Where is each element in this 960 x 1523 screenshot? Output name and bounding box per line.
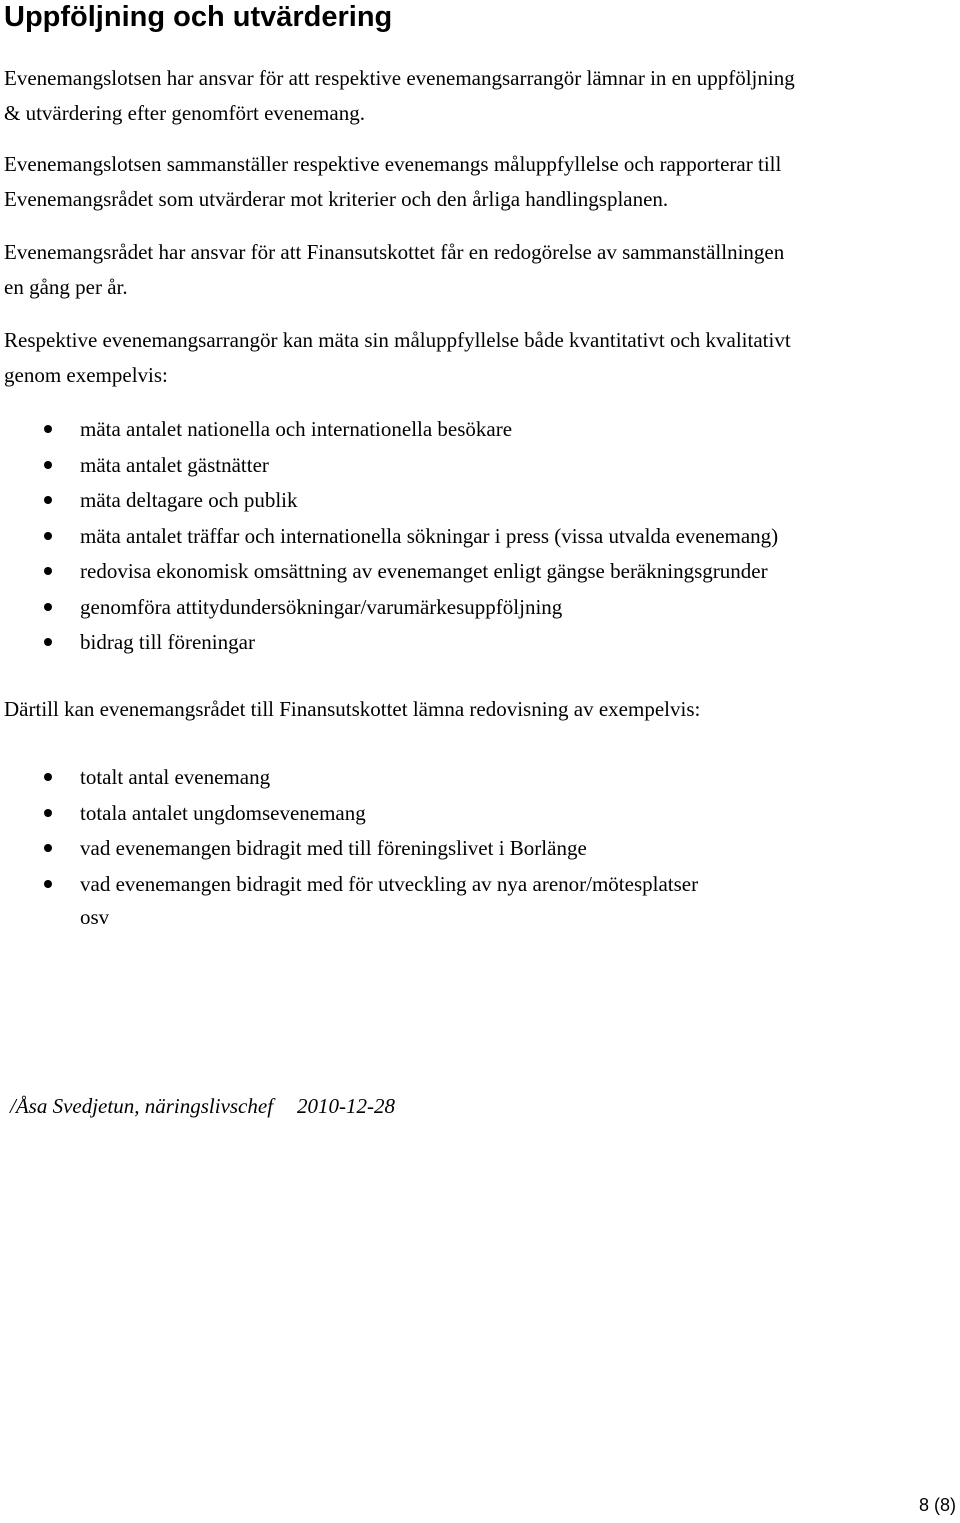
bullet-icon — [44, 496, 52, 504]
list-continuation-text: osv — [80, 905, 110, 929]
bullet-icon — [44, 425, 52, 433]
paragraph-line: Respektive evenemangsarrangör kan mäta sin måluppfyllelse både kvantitativt och kvalitativt — [4, 328, 791, 352]
bullet-icon — [44, 773, 52, 781]
paragraph-line: Evenemangslotsen har ansvar för att respektive evenemangsarrangör lämnar in en uppföljning — [4, 66, 795, 90]
paragraph-council-responsibility — [4, 235, 956, 305]
paragraph-line: Evenemangslotsen sammanställer respektive evenemangs måluppfyllelse och rapporterar till — [4, 152, 782, 176]
bullet-icon — [44, 567, 52, 575]
list-item-text: mäta antalet gästnätter — [80, 452, 269, 477]
list-item-text: redovisa ekonomisk omsättning av evenemanget enligt gängse beräkningsgrunder — [80, 559, 768, 583]
list-item-text: bidrag till föreningar — [80, 630, 255, 654]
paragraph-measurement-intro — [4, 323, 956, 393]
paragraph-line: Därtill kan evenemangsrådet till Finansutskottet lämna redovisning av exempelvis: — [4, 697, 701, 721]
paragraph-line: Evenemangsrådet som utvärderar mot kriterier och den årliga handlingsplanen. — [4, 187, 669, 211]
list-item — [0, 554, 960, 590]
bullet-icon — [44, 603, 52, 611]
measurement-list — [0, 412, 960, 661]
list-item — [0, 519, 960, 555]
paragraph-line: & utvärdering efter genomfört evenemang. — [4, 101, 365, 125]
paragraph-line: genom exempelvis: — [4, 363, 168, 387]
bullet-icon — [44, 461, 52, 469]
list-item — [0, 483, 960, 519]
list-item — [0, 796, 960, 832]
list-item — [0, 760, 960, 796]
list-item — [0, 590, 960, 626]
list-item-text: genomföra attitydundersökningar/varumärkesuppföljning — [80, 594, 563, 619]
bullet-icon — [44, 809, 52, 817]
page-number: 8 (8) — [918, 1495, 956, 1515]
reporting-list — [0, 760, 960, 902]
paragraph-compilation — [4, 147, 956, 217]
bullet-icon — [44, 880, 52, 888]
list-item-text: vad evenemangen bidragit med till föreningslivet i Borlänge — [80, 836, 587, 860]
list-item-text: mäta antalet träffar och internationella sökningar i press (vissa utvalda evenemang) — [80, 523, 779, 548]
signature-date: 2010-12-28 — [297, 1094, 396, 1118]
paragraph-line: en gång per år. — [4, 275, 128, 299]
list-item-text: mäta deltagare och publik — [80, 488, 298, 512]
paragraph-reporting-intro — [4, 692, 956, 727]
bullet-icon — [44, 844, 52, 852]
list-item-text: totalt antal evenemang — [80, 765, 271, 789]
list-item-text: vad evenemangen bidragit med för utveckling av nya arenor/mötesplatser — [80, 871, 699, 896]
signature-name: /Åsa Svedjetun, näringslivschef — [10, 1094, 274, 1118]
list-item — [0, 625, 960, 661]
list-item-text: mäta antalet nationella och internationella besökare — [80, 417, 513, 441]
list-item — [0, 412, 960, 448]
page-title: Uppföljning och utvärdering — [4, 1, 393, 33]
list-item — [0, 831, 960, 867]
paragraph-line: Evenemangsrådet har ansvar för att Finansutskottet får en redogörelse av sammanställningen — [4, 240, 785, 264]
list-item-text: totala antalet ungdomsevenemang — [80, 800, 366, 825]
signature-line — [10, 1089, 395, 1124]
paragraph-followup-responsibility — [4, 61, 956, 131]
bullet-icon — [44, 638, 52, 646]
list-item — [0, 448, 960, 484]
list-item — [0, 867, 960, 903]
bullet-icon — [44, 532, 52, 540]
